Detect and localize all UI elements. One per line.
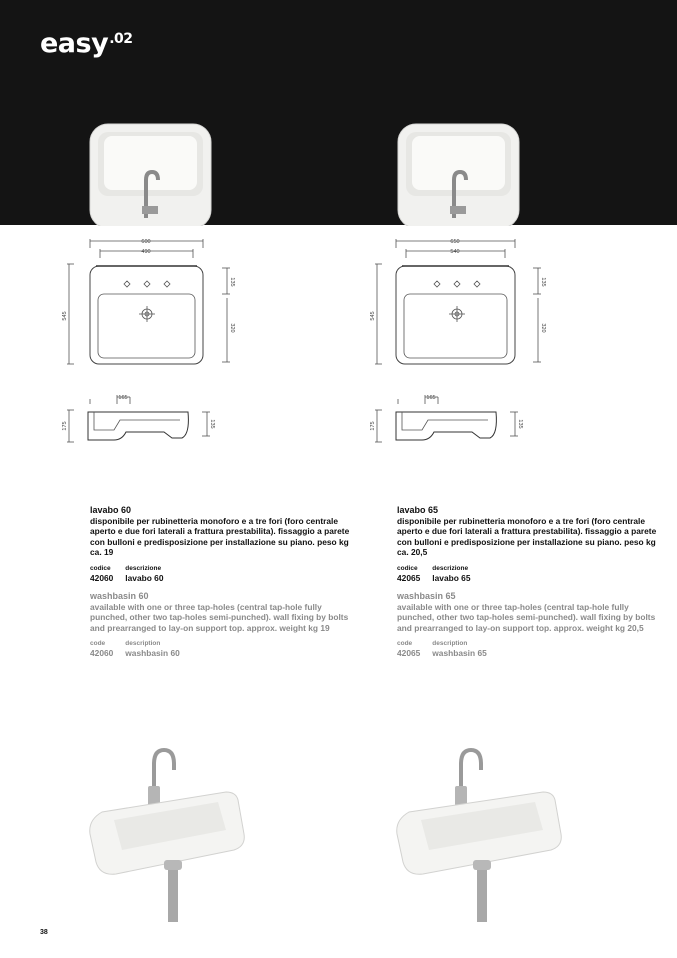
product-description: disponibile per rubinetteria monoforo e a tre fori (foro centrale aperto e due fori laterali a frattura prestabilita). fissaggio a parete con bulloni e predisposizione per installazione su piano. peso kg ca. 20,5 xyxy=(397,515,657,558)
code-table xyxy=(397,639,657,658)
dim-height: 175 xyxy=(370,421,376,431)
code-table xyxy=(90,639,350,658)
product-text-65 xyxy=(397,505,657,658)
code-value: 42065 xyxy=(397,648,421,659)
desc-label: descrizione xyxy=(125,564,162,572)
plan-drawing-60 xyxy=(60,234,240,454)
product-text-60 xyxy=(90,505,350,658)
product-description: available with one or three tap-holes (central tap-hole fully punched, other two tap-holes semi-punched). wall fixing by bolts and prearranged to lay-on support top. approx. weight kg 19 xyxy=(90,601,349,633)
product-description: available with one or three tap-holes (central tap-hole fully punched, other two tap-holes semi-punched). wall fixing by bolts and prearranged to lay-on support top. approx. weight kg 20,5 xyxy=(397,601,656,633)
dim-tap-offset: 135 xyxy=(229,277,235,287)
dim-depth: 545 xyxy=(370,311,376,321)
brand-logo: easy$^{.02}$ xyxy=(40,28,133,59)
page-number: 38 xyxy=(40,929,48,936)
dim-outer-width: 650 xyxy=(450,239,460,245)
product-title: lavabo 65 xyxy=(397,505,439,515)
dim-tap-offset: 135 xyxy=(540,277,546,287)
dim-side-offset: 165 xyxy=(426,395,436,401)
desc-value: washbasin 60 xyxy=(125,648,180,659)
desc-label: description xyxy=(432,640,468,648)
product-description: disponibile per rubinetteria monoforo e a tre fori (foro centrale aperto e due fori laterali a frattura prestabilita). fissaggio a parete con bulloni e predisposizione per installazione su piano. peso kg ca. 19 xyxy=(90,515,350,558)
desc-value: lavabo 60 xyxy=(125,572,164,583)
code-label: codice xyxy=(90,564,111,572)
dim-inner-width: 540 xyxy=(450,249,460,255)
italian-section xyxy=(90,505,350,583)
basin-top-photo-65 xyxy=(396,122,521,226)
code-value: 42065 xyxy=(397,572,421,583)
english-section xyxy=(90,591,350,658)
code-value: 42060 xyxy=(90,572,114,583)
dim-bowl-depth: 320 xyxy=(229,323,235,333)
product-title: washbasin 60 xyxy=(90,590,149,601)
dim-side-offset: 165 xyxy=(118,395,128,401)
plan-drawing-65 xyxy=(368,234,548,454)
dim-inner-width: 490 xyxy=(141,249,151,255)
dim-side-height: 135 xyxy=(209,419,215,429)
desc-label: description xyxy=(125,640,161,648)
code-table xyxy=(90,564,350,583)
dim-bowl-depth: 320 xyxy=(540,323,546,333)
desc-label: descrizione xyxy=(432,564,469,572)
product-title: washbasin 65 xyxy=(397,590,456,601)
dim-height: 175 xyxy=(62,421,68,431)
code-table xyxy=(397,564,657,583)
basin-perspective-photo-60 xyxy=(86,742,256,924)
italian-section xyxy=(397,505,657,583)
desc-value: lavabo 65 xyxy=(432,572,471,583)
dim-outer-width: 600 xyxy=(141,239,151,245)
code-label: code xyxy=(90,640,106,648)
code-label: codice xyxy=(397,564,418,572)
dim-side-height: 135 xyxy=(517,419,523,429)
desc-value: washbasin 65 xyxy=(432,648,487,659)
basin-top-photo-60 xyxy=(88,122,213,226)
product-title: lavabo 60 xyxy=(90,505,132,515)
dim-depth: 545 xyxy=(62,311,68,321)
code-value: 42060 xyxy=(90,648,114,659)
english-section xyxy=(397,591,657,658)
basin-perspective-photo-65 xyxy=(393,742,573,924)
code-label: code xyxy=(397,640,413,648)
